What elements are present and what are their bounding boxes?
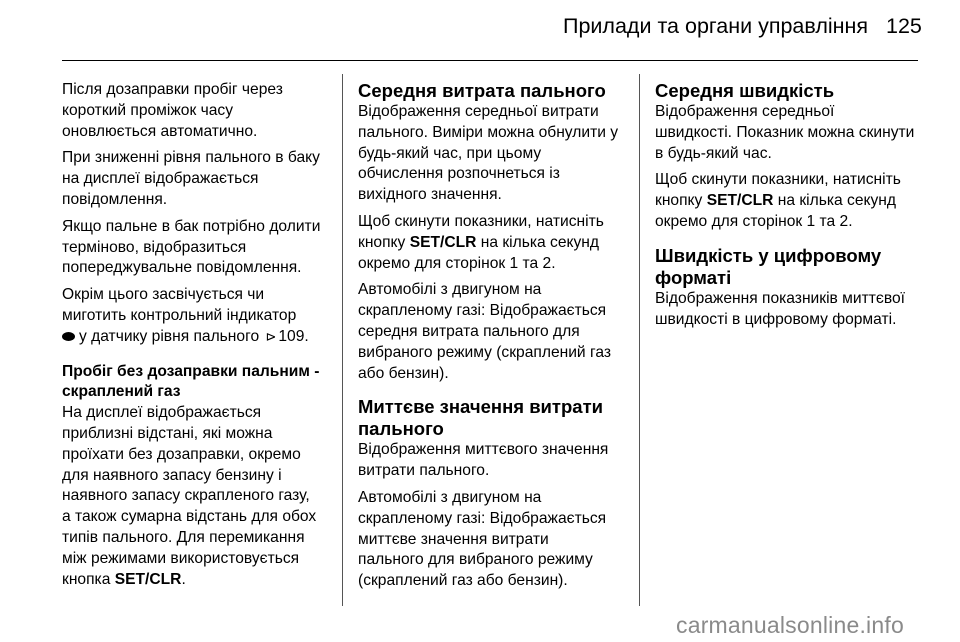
page-reference-link[interactable]: 109. bbox=[278, 327, 309, 345]
heading-average-speed: Середня швидкість bbox=[655, 80, 835, 101]
page-number: 125 bbox=[886, 14, 922, 38]
page-header-title: Прилади та органи управління bbox=[563, 14, 869, 38]
heading-digital-speed: Швидкість у цифровому форматі bbox=[655, 244, 882, 288]
heading-instant-consumption: Миттєве значення витрати пального bbox=[358, 396, 604, 440]
column-1 bbox=[62, 80, 337, 596]
paragraph-instant-consumption: Відображення миттєвого значення витрати пального. bbox=[358, 441, 609, 480]
fuel-level-indicator-icon bbox=[62, 332, 75, 341]
page-reference-icon: ⊳ bbox=[265, 328, 277, 344]
header-rule bbox=[62, 60, 918, 61]
paragraph-reset-consumption: Щоб скинути показники, натисніть кнопку SET/CLR на кілька секунд окремо для сторінок 1 та 2. bbox=[358, 212, 604, 272]
heading-average-consumption: Середня витрата пального bbox=[358, 80, 606, 101]
column-divider-2 bbox=[639, 74, 640, 606]
set-clr-label: SET/CLR bbox=[114, 570, 182, 588]
paragraph-lpg-average: Автомобілі з двигуном на скрапленому газі: Відображається середня витрата пального для вибраного режиму (скраплений газ або бензин). bbox=[358, 281, 611, 382]
watermark: carmanualsonline.info bbox=[676, 612, 904, 638]
paragraph-refuel-range: Після дозаправки пробіг через короткий проміжок часу оновлюється автоматично. bbox=[62, 81, 283, 140]
set-clr-label: SET/CLR bbox=[706, 192, 774, 210]
paragraph-lpg-instant: Автомобілі з двигуном на скрапленому газі: Відображається миттєве значення витрати пального для вибраного режиму (скраплений газ або бензин). bbox=[358, 488, 607, 590]
paragraph-urgent-refuel: Якщо пальне в бак потрібно долити терміново, відобразиться попереджувальне повідомлення. bbox=[62, 217, 321, 277]
column-divider-1 bbox=[342, 74, 343, 606]
paragraph-low-fuel: При зниженні рівня пального в баку на дисплеї відображається повідомлення. bbox=[62, 149, 320, 208]
column-3 bbox=[655, 80, 930, 336]
paragraph-reset-speed: Щоб скинути показники, натисніть кнопку SET/CLR на кілька секунд окремо для сторінок 1 та 2. bbox=[655, 171, 901, 230]
column-2 bbox=[358, 80, 633, 598]
set-clr-label: SET/CLR bbox=[409, 233, 477, 251]
paragraph-indicator: Окрім цього засвічується чи миготить контрольний індикатор у датчику рівня пального ⊳ 109. bbox=[62, 286, 309, 345]
paragraph-average-speed: Відображення середньої швидкості. Показник можна скинути в будь-який час. bbox=[655, 103, 915, 162]
paragraph-lpg-range: На дисплеї відображається приблизні відстані, які можна проїхати без дозаправки, окремо для наявного запасу бензину і наявного запасу скрапленого газу, а також сумарна відстань для обох типів пального. Для перемикання між режимами використовується кнопка SET/CLR. bbox=[62, 404, 317, 588]
paragraph-average-consumption: Відображення середньої витрати пального. Виміри можна обнулити у будь-який час, при цьому обчислення розпочнеться із вихідного значення. bbox=[358, 103, 619, 204]
paragraph-digital-speed: Відображення показників миттєвої швидкості в цифровому форматі. bbox=[655, 289, 905, 328]
subheading-lpg-range: Пробіг без дозаправки пальним - скраплений газ bbox=[62, 362, 320, 401]
